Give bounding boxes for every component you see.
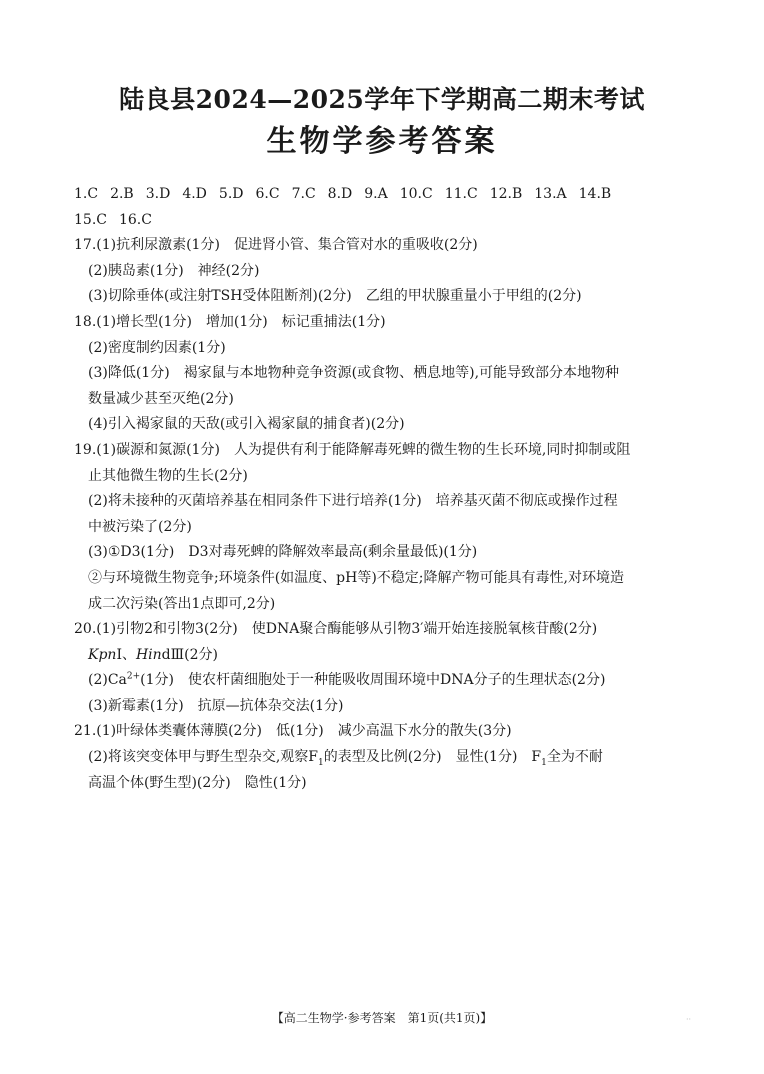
mc-answer: 9.A: [364, 186, 388, 202]
mc-answer: 4.D: [182, 186, 207, 202]
answer-text: F: [531, 749, 542, 766]
answer-text: 全为不耐: [546, 749, 603, 766]
mc-answer: 7.C: [291, 186, 316, 202]
q21-line-2: [74, 745, 700, 771]
answer-text: 褐家鼠与本地物种竞争资源(或食物、栖息地等),可能导致部分本地物种: [183, 365, 620, 382]
answer-text: 21.(1)叶绿体类囊体薄膜(2分): [74, 723, 262, 740]
q20-line-1: [74, 617, 700, 643]
mc-answer: 15.C: [74, 211, 107, 228]
mc-answer: 8.D: [327, 186, 353, 202]
q20-line-4: [74, 694, 700, 720]
answer-text: 低(1分): [275, 723, 324, 740]
mc-answer: 14.B: [578, 186, 612, 202]
answer-text: (3)切除垂体(或注射TSH受体阻断剂)(2分): [88, 288, 352, 305]
answer-key-title: 生物学参考答案: [266, 124, 498, 159]
mc-answer: 11.C: [444, 186, 478, 202]
answer-text: 人为提供有利于能降解毒死蜱的微生物的生长环境,同时抑制或阻: [233, 441, 631, 458]
mc-answer: 13.A: [534, 186, 567, 202]
answer-text: (3)新霉素(1分): [88, 697, 184, 714]
q18-line-2: (2)密度制约因素(1分): [88, 339, 226, 356]
answer-text: 标记重捕法(1分): [281, 313, 386, 330]
mc-answer: 1.C: [74, 186, 99, 202]
answer-text: Ⅰ、: [116, 646, 136, 663]
page-footer: 【高二生物学·参考答案 第1页(共1页)】: [271, 1011, 493, 1025]
q21-line-3: [74, 771, 700, 797]
answer-text: 的表型及比例(2分): [323, 749, 442, 766]
mc-answer: 16.C: [118, 211, 152, 228]
answer-text: (3)降低(1分): [88, 365, 170, 382]
q17-line-3: [74, 284, 700, 310]
answer-text: 20.(1)引物2和引物3(2分): [74, 621, 238, 638]
q20-line-2: [74, 643, 700, 669]
q19-line-2: 止其他微生物的生长(2分): [88, 467, 248, 484]
corner-mark: ··: [686, 1015, 692, 1024]
answer-text: 使DNA聚合酶能够从引物3′端开始连接脱氧核苷酸(2分): [251, 621, 598, 638]
superscript: 2+: [126, 671, 141, 682]
mc-answer: 10.C: [399, 186, 433, 202]
q17-line-1: [74, 233, 700, 259]
q19-line-5: [74, 540, 700, 566]
answer-text: dⅢ(2分): [161, 646, 218, 663]
mc-answer: 6.C: [255, 186, 280, 202]
answer-text: 乙组的甲状腺重量小于甲组的(2分): [365, 288, 582, 305]
q18-line-3: [74, 361, 700, 387]
q19-line-4: 中被污染了(2分): [88, 518, 192, 535]
answer-text: (2)胰岛素(1分): [88, 262, 184, 279]
q19-line-6: ②与环境微生物竞争;环境条件(如温度、pH等)不稳定;降解产物可能具有毒性,对环境造: [88, 569, 624, 586]
q19-line-7: 成二次污染(答出1点即可,2分): [88, 595, 276, 612]
subscript: 1: [318, 757, 324, 768]
answer-text: 促进肾小管、集合管对水的重吸收(2分): [233, 237, 478, 254]
q19-line-1: [74, 438, 700, 464]
answer-text: 隐性(1分): [244, 774, 307, 791]
answer-text: (2)将未接种的灭菌培养基在相同条件下进行培养(1分): [88, 493, 422, 510]
answer-text: 高温个体(野生型)(2分): [88, 774, 231, 791]
exam-title: 陆良县2024—2025学年下学期高二期末考试: [119, 85, 645, 114]
answer-body: [74, 182, 700, 796]
q18-line-5: (4)引入褐家鼠的天敌(或引入褐家鼠的捕食者)(2分): [88, 416, 405, 433]
q18-line-1: [74, 310, 700, 336]
answer-text: (1分): [140, 672, 175, 689]
answer-text: 抗原—抗体杂交法(1分): [197, 697, 344, 714]
answer-text: 17.(1)抗利尿激素(1分): [74, 237, 220, 254]
q19-line-3: [74, 489, 700, 515]
answer-text: (3)①D3(1分): [88, 544, 175, 561]
mc-answer: 5.D: [218, 186, 244, 202]
answer-text: 显性(1分): [455, 749, 518, 766]
answer-text: 培养基灭菌不彻底或操作过程: [435, 493, 618, 510]
mc-answer: 3.D: [145, 186, 171, 202]
answer-text: (2)Ca: [88, 672, 127, 689]
q20-line-3: [74, 668, 700, 694]
answer-text: 19.(1)碳源和氮源(1分): [74, 441, 220, 458]
q18-line-4: 数量减少甚至灭绝(2分): [88, 390, 234, 407]
q17-line-2: [74, 259, 700, 285]
answer-text: 神经(2分): [197, 262, 260, 279]
answer-text: D3对毒死蜱的降解效率最高(剩余量最低)(1分): [188, 544, 478, 561]
answer-text: 18.(1)增长型(1分): [74, 313, 192, 330]
enzyme-name: Kpn: [88, 646, 117, 663]
mc-answer: 12.B: [489, 186, 523, 202]
q21-line-1: [74, 719, 700, 745]
answer-text: 使农杆菌细胞处于一种能吸收周围环境中DNA分子的生理状态(2分): [188, 672, 606, 689]
subscript: 1: [541, 757, 547, 768]
answer-text: 增加(1分): [205, 313, 268, 330]
answer-text: (2)将该突变体甲与野生型杂交,观察F: [88, 749, 318, 766]
mc-answer: 2.B: [110, 186, 134, 202]
answer-text: 减少高温下水分的散失(3分): [337, 723, 512, 740]
enzyme-name: Hin: [135, 646, 162, 663]
mc-answers-row-2: [74, 208, 700, 234]
mc-answers-row-1: [74, 182, 700, 208]
